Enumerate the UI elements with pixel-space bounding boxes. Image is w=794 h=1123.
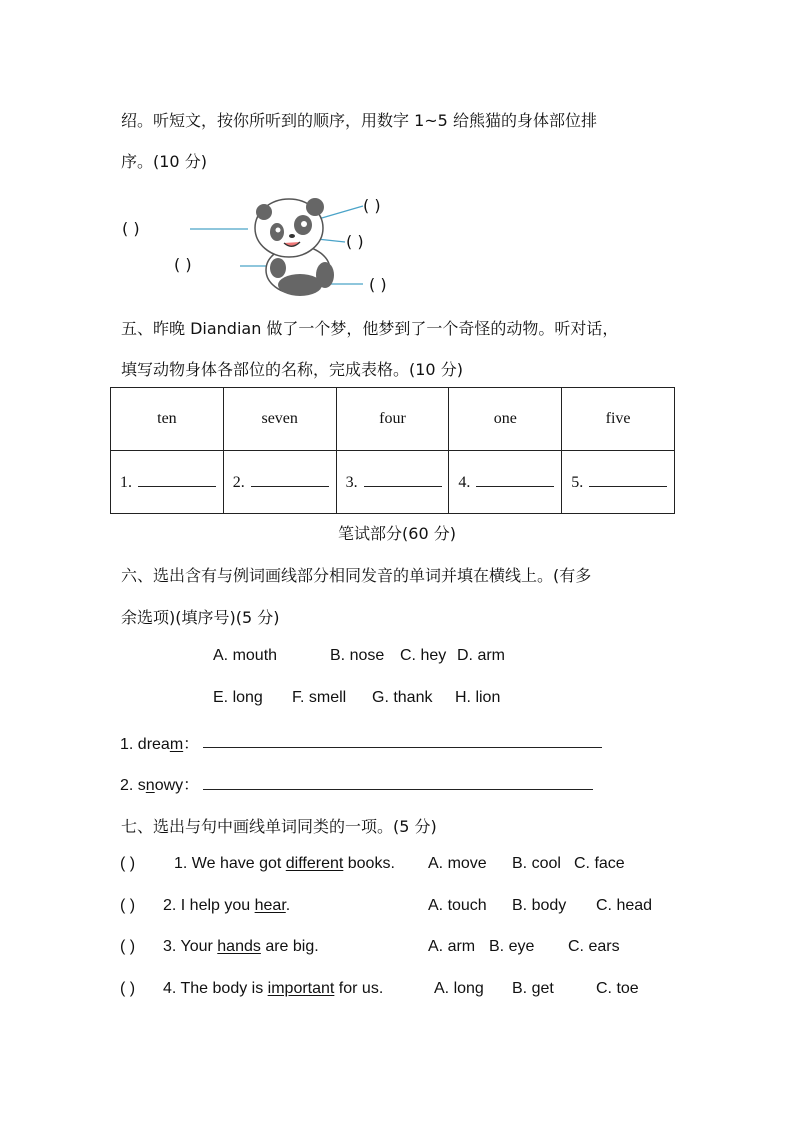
- sec7-paren-1[interactable]: ( ): [120, 855, 136, 872]
- option-c: C. hey: [400, 647, 447, 664]
- sec5-instruction-line2: 填写动物身体各部位的名称，完成表格。(10 分): [121, 360, 463, 379]
- sec4-blank-left[interactable]: ( ): [122, 219, 140, 238]
- sentence-text: 3. Your: [163, 938, 218, 955]
- word-text: s: [137, 777, 146, 794]
- answer-line-2[interactable]: [203, 789, 593, 790]
- sec7-q2-option-b: B. body: [512, 897, 567, 914]
- table-cell[interactable]: [223, 451, 336, 514]
- panda-illustration: [120, 192, 440, 300]
- question-number: 1.: [120, 736, 138, 753]
- answer-blank[interactable]: [364, 472, 442, 487]
- sec7-q1-option-c: C. face: [574, 855, 625, 872]
- sec7-q2-option-a: A. touch: [428, 897, 487, 914]
- option-g: G. thank: [372, 689, 433, 706]
- table-header: seven: [223, 388, 336, 451]
- sec7-question-2: [163, 897, 290, 915]
- underlined-word: important: [267, 980, 335, 997]
- table-header: ten: [111, 388, 224, 451]
- cell-number: 3.: [345, 474, 358, 491]
- sec6-instruction-line1: 六、选出含有与例词画线部分相同发音的单词并填在横线上。(有多: [121, 566, 592, 585]
- cell-number: 4.: [458, 474, 471, 491]
- sec7-q1-option-a: A. move: [428, 855, 487, 872]
- sec7-q1-option-b: B. cool: [512, 855, 561, 872]
- table-cell[interactable]: [111, 451, 224, 514]
- table-cell[interactable]: [449, 451, 562, 514]
- sentence-text: for us.: [334, 980, 384, 997]
- table-header: five: [562, 388, 675, 451]
- underlined-word: hear: [254, 897, 286, 914]
- sec5-answer-table: [110, 387, 675, 514]
- sec7-question-3: [163, 938, 319, 956]
- option-b: B. nose: [330, 647, 385, 664]
- sec7-paren-2[interactable]: ( ): [120, 897, 136, 914]
- sentence-text: .: [285, 897, 291, 914]
- sec7-question-1: [174, 855, 395, 873]
- sec6-instruction-line2: 余选项)(填序号)(5 分): [121, 608, 280, 627]
- sentence-text: books.: [343, 855, 395, 872]
- option-d: D. arm: [457, 647, 505, 664]
- sec4-blank-top-right[interactable]: ( ): [363, 196, 381, 215]
- answer-blank[interactable]: [589, 472, 667, 487]
- sec7-q4-option-a: A. long: [434, 980, 484, 997]
- word-text: drea: [137, 736, 170, 753]
- table-cell[interactable]: [562, 451, 675, 514]
- word-text: ：: [183, 736, 200, 753]
- underlined-word: different: [285, 855, 344, 872]
- answer-blank[interactable]: [251, 472, 329, 487]
- sec4-blank-lower-left[interactable]: ( ): [174, 255, 192, 274]
- sec7-paren-3[interactable]: ( ): [120, 938, 136, 955]
- sec4-instruction-line2: 序。(10 分): [121, 152, 207, 171]
- sec5-instruction-line1: 五、昨晚 Diandian 做了一个梦，他梦到了一个奇怪的动物。听对话，: [121, 319, 619, 338]
- cell-number: 5.: [571, 474, 584, 491]
- sec7-q3-option-b: B. eye: [489, 938, 535, 955]
- option-f: F. smell: [292, 689, 347, 706]
- table-header: one: [449, 388, 562, 451]
- sec7-question-4: [163, 980, 383, 998]
- option-e: E. long: [213, 689, 263, 706]
- cell-number: 1.: [120, 474, 132, 491]
- sec7-paren-4[interactable]: ( ): [120, 980, 136, 997]
- answer-blank[interactable]: [476, 472, 554, 487]
- table-header: four: [336, 388, 449, 451]
- sec4-instruction-line1: 绍。听短文，按你所听到的顺序，用数字 1~5 给熊猫的身体部位排: [121, 111, 597, 130]
- answer-blank[interactable]: [138, 472, 216, 487]
- sec7-q3-option-c: C. ears: [568, 938, 620, 955]
- sec4-blank-bottom-right[interactable]: ( ): [369, 275, 387, 294]
- sentence-text: are big.: [260, 938, 319, 955]
- sentence-text: 4. The body is: [163, 980, 268, 997]
- sec7-q4-option-c: C. toe: [596, 980, 639, 997]
- word-text: owy：: [154, 777, 200, 794]
- option-a: A. mouth: [213, 647, 278, 664]
- sec7-instruction: 七、选出与句中画线单词同类的一项。(5 分): [121, 817, 437, 836]
- underlined-word: hands: [217, 938, 261, 955]
- underlined-letter: m: [169, 736, 184, 753]
- sec7-q2-option-c: C. head: [596, 897, 653, 914]
- table-cell[interactable]: [336, 451, 449, 514]
- answer-line-1[interactable]: [203, 747, 602, 748]
- sentence-text: 2. I help you: [163, 897, 255, 914]
- sec6-question-2: [120, 772, 199, 795]
- sentence-text: 1. We have got: [174, 855, 286, 872]
- sec7-q4-option-b: B. get: [512, 980, 554, 997]
- option-h: H. lion: [455, 689, 501, 706]
- sec7-q3-option-a: A. arm: [428, 938, 476, 955]
- cell-number: 2.: [232, 474, 245, 491]
- question-number: 2.: [120, 777, 138, 794]
- underlined-letter: n: [145, 777, 155, 794]
- sec4-blank-mid-right[interactable]: ( ): [346, 232, 364, 251]
- sec6-question-1: [120, 731, 199, 754]
- written-part-title: 笔试部分(60 分): [338, 524, 456, 543]
